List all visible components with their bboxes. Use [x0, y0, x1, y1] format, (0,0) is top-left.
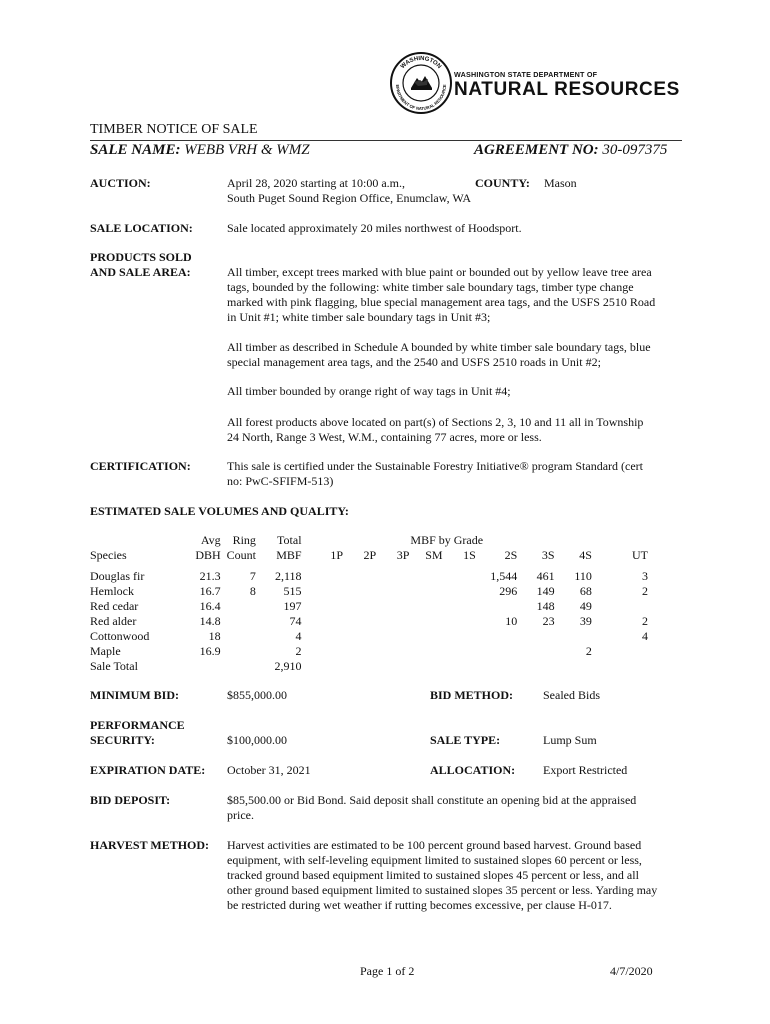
value-cell [409, 629, 442, 644]
value-cell: 74 [289, 614, 302, 628]
performance-label-2: SECURITY: [90, 733, 155, 747]
value-cell [443, 599, 476, 614]
minimum-bid-value: $855,000.00 [227, 688, 287, 702]
value-cell: 23 [542, 614, 555, 628]
value-cell [343, 614, 376, 629]
value-cell [376, 629, 409, 644]
species-cell: Douglas fir [90, 569, 145, 583]
value-cell [443, 569, 476, 584]
county-value: Mason [544, 176, 577, 190]
value-cell [343, 629, 376, 644]
text-line: marked with pink flagging, blue special management area tags, and the USFS 2510 Road [227, 295, 656, 309]
value-cell: 110 [574, 569, 592, 583]
sale-location-label: SALE LOCATION: [90, 221, 193, 235]
organization-name: NATURAL RESOURCES [454, 79, 680, 100]
sale-name-value: WEBB VRH & WMZ [184, 142, 310, 158]
title-rule [90, 140, 682, 141]
value-cell [221, 659, 256, 674]
value-cell: 3 [642, 569, 648, 583]
department-line: WASHINGTON STATE DEPARTMENT OF [454, 70, 598, 79]
value-cell [376, 584, 409, 599]
table-row [90, 659, 648, 674]
value-cell [302, 629, 343, 644]
text-line: Harvest activities are estimated to be 100 percent ground based harvest. Ground based [227, 838, 642, 852]
value-cell: 2 [585, 644, 592, 658]
col-sm: SM [425, 548, 443, 562]
table-row [90, 644, 648, 659]
minimum-bid-label: MINIMUM BID: [90, 688, 179, 702]
value-cell [443, 659, 476, 674]
text-line: other ground based equipment limited to sustained slopes 35 percent or less. Yarding may [227, 883, 658, 897]
value-cell [302, 614, 343, 629]
table-row [90, 599, 648, 614]
agreement-value: 30-097375 [602, 142, 668, 158]
text-line: This sale is certified under the Sustainable Forestry Initiative® program Standard (cert [227, 459, 643, 473]
value-cell: 4 [642, 629, 648, 643]
col-2s: 2S [504, 548, 518, 562]
value-cell [409, 569, 442, 584]
value-cell: 16.4 [199, 599, 221, 613]
value-cell [555, 659, 592, 674]
col-count: Count [226, 548, 256, 562]
value-cell: 7 [249, 569, 256, 583]
value-cell [476, 599, 517, 614]
auction-line-1: April 28, 2020 starting at 10:00 a.m., [227, 176, 405, 190]
value-cell [376, 599, 409, 614]
header-ring: Ring [232, 533, 256, 547]
value-cell [343, 599, 376, 614]
sale-location-text: Sale located approximately 20 miles northwest of Hoodsport. [227, 221, 522, 235]
text-line: equipment, with self-leveling equipment limited to sustained slopes 60 percent or less, [227, 853, 642, 867]
value-cell [343, 644, 376, 659]
dnr-logo [390, 52, 680, 116]
text-line: $85,500.00 or Bid Bond. Said deposit shall constitute an opening bid at the appraised [227, 793, 637, 807]
value-cell [409, 599, 442, 614]
value-cell [376, 644, 409, 659]
volumes-heading: ESTIMATED SALE VOLUMES AND QUALITY: [90, 504, 349, 518]
volumes-table-body [90, 569, 648, 674]
value-cell [409, 584, 442, 599]
footer-date: 4/7/2020 [610, 964, 653, 978]
seal-top-text: WASHINGTON [399, 55, 443, 71]
sale-type-value: Lump Sum [543, 733, 597, 747]
value-cell: 10 [505, 614, 518, 628]
value-cell [376, 659, 409, 674]
table-row [90, 569, 648, 584]
value-cell [376, 614, 409, 629]
text-line: special management area tags, and the 2540 and USFS 2510 roads in Unit #2; [227, 355, 601, 369]
value-cell: 2 [295, 644, 302, 658]
col-species: Species [90, 548, 127, 562]
col-3s: 3S [541, 548, 555, 562]
text-line: tags, bounded by the following: white timber sale boundary tags, timber type change [227, 280, 634, 294]
value-cell: 21.3 [199, 569, 221, 583]
col-3p: 3P [396, 548, 410, 562]
table-header-row-2 [90, 548, 648, 563]
expiration-label: EXPIRATION DATE: [90, 763, 206, 777]
col-dbh: DBH [195, 548, 221, 562]
products-paragraph-2 [227, 340, 651, 370]
table-row [90, 614, 648, 629]
value-cell [221, 599, 256, 614]
value-cell: 2,118 [274, 569, 302, 583]
table-row [90, 584, 648, 599]
col-4s: 4S [579, 548, 592, 562]
state-seal-icon [390, 52, 452, 114]
text-line: All forest products above located on part(s) of Sections 2, 3, 10 and 11 all in Township [227, 415, 644, 429]
value-cell [476, 644, 517, 659]
value-cell [517, 659, 554, 674]
bid-deposit-label: BID DEPOSIT: [90, 793, 171, 807]
value-cell: 515 [283, 584, 302, 598]
header-avg: Avg [200, 533, 221, 547]
performance-label-1: PERFORMANCE [90, 718, 185, 732]
species-cell: Hemlock [90, 584, 134, 598]
products-label-1: PRODUCTS SOLD [90, 250, 192, 264]
sale-name-heading [90, 142, 310, 159]
value-cell: 197 [283, 599, 302, 613]
value-cell: 1,544 [490, 569, 518, 583]
species-cell: Maple [90, 644, 121, 658]
value-cell [343, 584, 376, 599]
value-cell [476, 659, 517, 674]
products-paragraph-4 [227, 415, 643, 445]
value-cell [592, 644, 648, 659]
text-line: in Unit #1; white timber sale boundary tags in Unit #3; [227, 310, 491, 324]
value-cell: 2,910 [274, 659, 302, 673]
value-cell: 14.8 [199, 614, 221, 628]
auction-line-2: South Puget Sound Region Office, Enumclaw, WA [227, 191, 472, 205]
text-line: price. [227, 808, 254, 822]
volumes-table [90, 533, 648, 674]
species-cell: Red cedar [90, 599, 139, 613]
col-1p: 1P [330, 548, 344, 562]
document-title: TIMBER NOTICE OF SALE [90, 122, 258, 137]
value-cell: 49 [579, 599, 592, 613]
value-cell [343, 569, 376, 584]
text-line: All timber, except trees marked with blue paint or bounded out by yellow leave tree area [227, 265, 652, 279]
value-cell: 296 [499, 584, 518, 598]
county-label: COUNTY: [475, 176, 530, 190]
col-2p: 2P [363, 548, 377, 562]
value-cell [476, 629, 517, 644]
expiration-value: October 31, 2021 [227, 763, 311, 777]
agreement-heading [474, 142, 667, 159]
value-cell [443, 584, 476, 599]
value-cell [517, 644, 554, 659]
text-line: no: PwC-SFIFM-513) [227, 474, 334, 488]
text-line: All timber bounded by orange right of way tags in Unit #4; [227, 384, 511, 398]
species-cell: Red alder [90, 614, 137, 628]
performance-value: $100,000.00 [227, 733, 287, 747]
sale-type-label: SALE TYPE: [430, 733, 501, 747]
certification-label: CERTIFICATION: [90, 459, 191, 473]
harvest-method-label: HARVEST METHOD: [90, 838, 210, 852]
text-line: tracked ground based equipment limited to sustained slopes 45 percent or less, and all [227, 868, 639, 882]
value-cell [409, 644, 442, 659]
value-cell: 2 [642, 584, 648, 598]
value-cell: 8 [249, 584, 256, 598]
table-row [90, 629, 648, 644]
value-cell [221, 614, 256, 629]
value-cell: 68 [579, 584, 592, 598]
products-paragraph-1 [227, 265, 655, 325]
value-cell: 461 [536, 569, 555, 583]
value-cell [443, 629, 476, 644]
value-cell [376, 569, 409, 584]
value-cell: 18 [208, 629, 221, 643]
value-cell: 39 [579, 614, 592, 628]
value-cell [302, 584, 343, 599]
value-cell [302, 569, 343, 584]
page-number: Page 1 of 2 [360, 964, 415, 978]
bid-deposit-text [227, 793, 636, 823]
text-line: All timber as described in Schedule A bounded by white timber sale boundary tags, blue [227, 340, 651, 354]
value-cell [343, 659, 376, 674]
value-cell: 4 [295, 629, 302, 643]
col-1s: 1S [463, 548, 476, 562]
value-cell [221, 644, 256, 659]
allocation-label: ALLOCATION: [430, 763, 516, 777]
value-cell: 2 [642, 614, 648, 628]
value-cell [592, 659, 648, 674]
table-header-row-1 [90, 533, 648, 548]
value-cell: 16.7 [199, 584, 221, 598]
text-line: be restricted during wet weather if rutting becomes excessive, per clause H-017. [227, 898, 612, 912]
value-cell [302, 644, 343, 659]
bid-method-value: Sealed Bids [543, 688, 600, 702]
seal-bottom-text: EPARTMENT OF NATURAL RESOURCE [394, 84, 448, 112]
header-total: Total [277, 533, 302, 547]
certification-text [227, 459, 643, 489]
col-ut: UT [632, 548, 648, 562]
value-cell [221, 629, 256, 644]
species-cell: Sale Total [90, 659, 138, 673]
agreement-label: AGREEMENT NO: [474, 142, 599, 158]
auction-label: AUCTION: [90, 176, 151, 190]
value-cell [517, 629, 554, 644]
value-cell [443, 644, 476, 659]
value-cell [409, 614, 442, 629]
sale-name-label: SALE NAME: [90, 142, 181, 158]
value-cell [302, 659, 343, 674]
species-cell: Cottonwood [90, 629, 150, 643]
text-line: 24 North, Range 3 West, W.M., containing 77 acres, more or less. [227, 430, 542, 444]
bid-method-label: BID METHOD: [430, 688, 514, 702]
value-cell [302, 599, 343, 614]
products-paragraph-3 [227, 384, 511, 399]
value-cell [409, 659, 442, 674]
header-mbf-by-grade: MBF by Grade [410, 533, 484, 547]
value-cell: 16.9 [199, 644, 221, 658]
value-cell [592, 599, 648, 614]
col-mbf: MBF [276, 548, 302, 562]
products-label-2: AND SALE AREA: [90, 265, 191, 279]
value-cell [443, 614, 476, 629]
allocation-value: Export Restricted [543, 763, 628, 777]
value-cell: 148 [536, 599, 555, 613]
value-cell [555, 629, 592, 644]
value-cell: 149 [536, 584, 555, 598]
value-cell [175, 659, 221, 674]
harvest-method-text [227, 838, 657, 913]
